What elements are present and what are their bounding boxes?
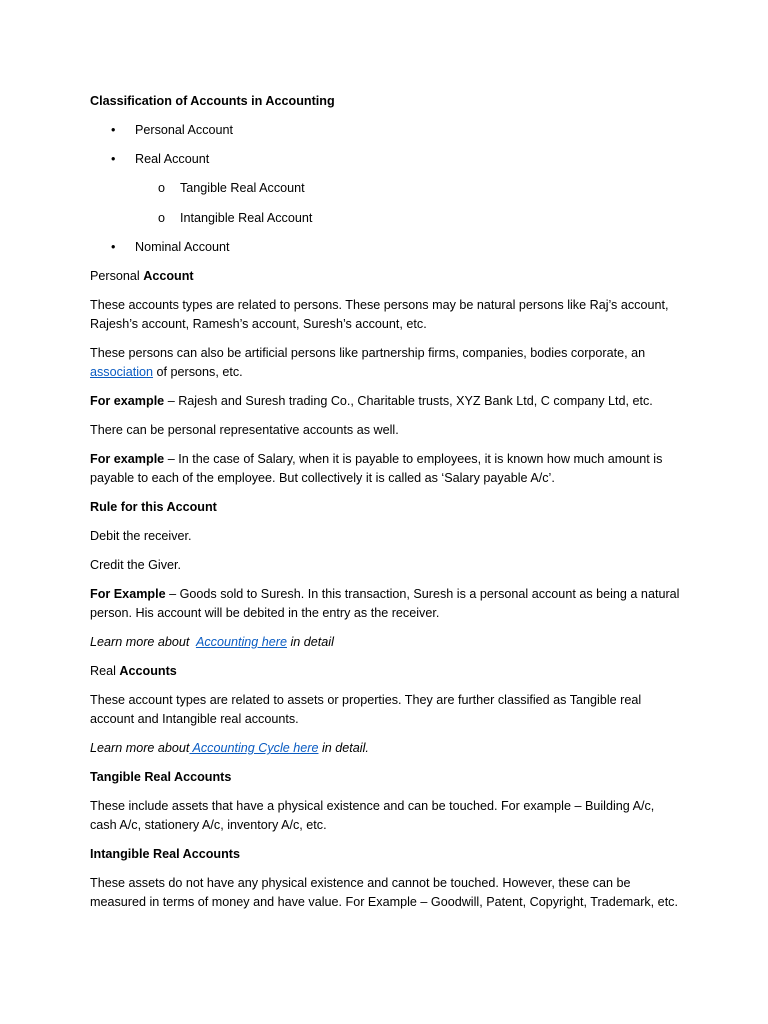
example-text: – In the case of Salary, when it is payable to employees, it is known how much amount is payable to each of the employee. But collectively it is called as ‘Salary payable A/c’. [90,452,663,485]
personal-paragraph-2 [90,344,682,382]
tangible-paragraph: These include assets that have a physical existence and can be touched. For example – Building A/c, cash A/c, stationery A/c, inventory A/c, etc. [90,799,655,832]
sub-bullet-icon: o [158,211,166,225]
association-link[interactable]: association [90,365,154,379]
tangible-heading-text: Tangible Real Accounts [90,770,232,784]
sublist-item-label: Intangible Real Account [180,211,313,225]
intangible-paragraph: These assets do not have any physical existence and cannot be touched. However, these can be measured in terms of money and have value. For Example – Goodwill, Patent, Copyright, Trademark, etc. [90,876,678,909]
list-item-label: Nominal Account [135,240,230,254]
personal-example-1 [90,392,682,411]
accounting-here-link[interactable]: Accounting here [195,635,287,649]
heading-bold: Account [143,269,194,283]
example-text: – Rajesh and Suresh trading Co., Charitable trusts, XYZ Bank Ltd, C company Ltd, etc. [164,394,653,408]
list-item-label: Personal Account [135,123,234,137]
real-accounts-heading [90,662,682,681]
example-label: For example [90,452,165,466]
sublist-item-intangible [135,209,682,228]
example-text: – Goods sold to Suresh. In this transaction, Suresh is a personal account as being a natural person. His account will be debited in the entry as the receiver. [90,587,680,620]
personal-paragraph-3: There can be personal representative accounts as well. [90,423,399,437]
bullet-icon: • [111,240,116,254]
heading-plain: Real [90,664,120,678]
learn-more-text: in detail. [318,741,369,755]
bullet-icon: • [111,123,116,137]
example-label: For Example [90,587,166,601]
paragraph-text: of persons, etc. [153,365,243,379]
personal-paragraph-1: These accounts types are related to persons. These persons may be natural persons like Raj’s account, Rajesh’s account, Ramesh’s account, Suresh’s account, etc. [90,298,669,331]
learn-more-accounting [90,633,682,652]
paragraph-text: These persons can also be artificial persons like partnership firms, companies, bodies corporate, an [90,346,646,360]
page-title-text: Classification of Accounts in Accounting [90,94,335,108]
sublist-item-label: Tangible Real Account [180,181,305,195]
page-title [90,92,682,111]
list-item-real [90,150,682,228]
sub-bullet-icon: o [158,181,166,195]
document-body [90,92,682,922]
learn-more-accounting-cycle [90,739,682,758]
rule-credit: Credit the Giver. [90,558,181,572]
personal-example-3 [90,585,682,623]
real-paragraph-1: These account types are related to assets or properties. They are further classified as Tangible real account and Intangible real accounts. [90,693,642,726]
rule-heading-text: Rule for this Account [90,500,217,514]
learn-more-text: Learn more about [90,741,190,755]
classification-list [90,121,682,257]
rule-heading [90,498,682,517]
list-item-label: Real Account [135,152,210,166]
accounting-cycle-link[interactable]: Accounting Cycle here [189,741,319,755]
tangible-heading [90,768,682,787]
list-item-personal [90,121,682,140]
example-label: For example [90,394,165,408]
real-sublist [135,179,682,228]
intangible-heading [90,845,682,864]
heading-plain: Personal [90,269,144,283]
intangible-heading-text: Intangible Real Accounts [90,847,240,861]
learn-more-text: Learn more about [90,635,196,649]
list-item-nominal [90,238,682,257]
learn-more-text: in detail [286,635,334,649]
personal-example-2 [90,450,682,488]
sublist-item-tangible [135,179,682,198]
personal-account-heading [90,267,682,286]
rule-debit: Debit the receiver. [90,529,192,543]
bullet-icon: • [111,152,116,166]
heading-bold: Accounts [119,664,177,678]
